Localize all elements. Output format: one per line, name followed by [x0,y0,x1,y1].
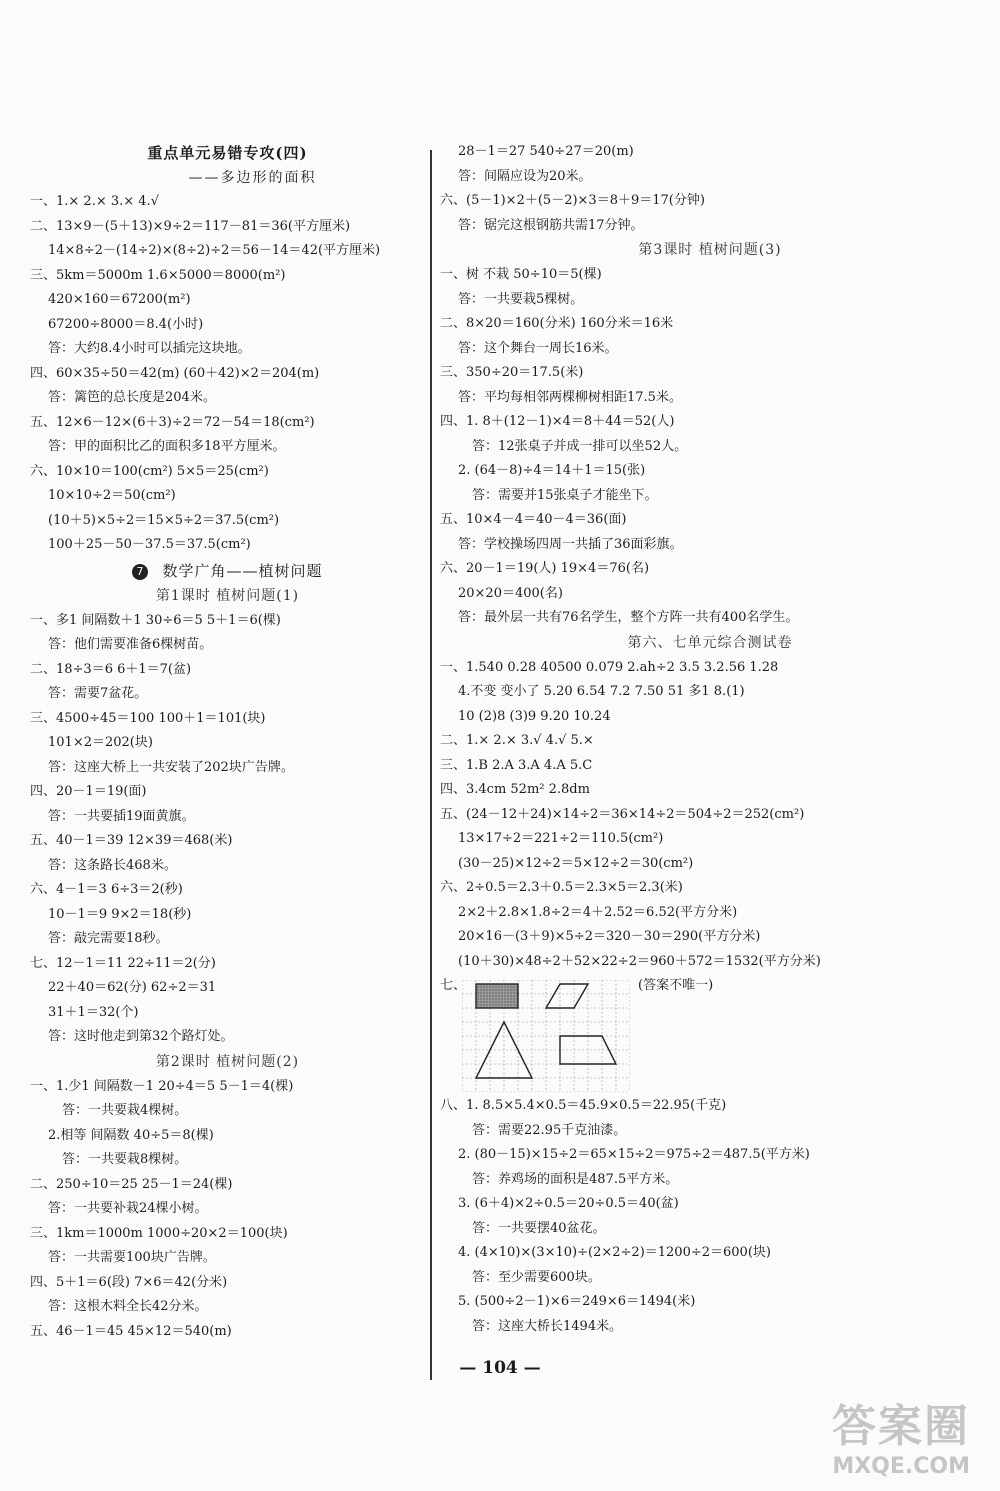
answer-line: 答：敲完需要18秒。 [48,931,169,946]
answer-line: 一、1.少1 间隔数－1 20÷4＝5 5－1＝4(棵) [30,1078,294,1094]
unit-heading [30,558,425,584]
answer-line: 3. (6＋4)×2÷0.5＝20÷0.5＝40(盆) [458,1196,679,1211]
answer-line: 100＋25－50－37.5＝37.5(cm²) [48,537,251,552]
answer-line: 答：一共要补栽24棵小树。 [48,1201,208,1216]
answer-line: 答：至少需要600块。 [472,1269,601,1285]
section-subtitle: ——多边形的面积 [188,170,317,186]
answer-line: 答：这个舞台一周长16米。 [458,340,618,356]
answer-line: 14×8÷2－(14÷2)×(8÷2)÷2＝56－14＝42(平方厘米) [48,243,381,258]
page-number: — 104 — [459,1358,541,1378]
answer-line: 420×160＝67200(m²) [48,292,191,307]
answer-line: 五、12×6－12×(6＋3)÷2＝72－54＝18(cm²) [30,414,315,430]
answer-line: 2. (64－8)÷4＝14＋1＝15(张) [458,463,646,478]
lesson-heading: 第3课时 植树问题(3) [638,242,782,258]
answer-line: 答：需要7盆花。 [48,686,148,701]
answer-line: 二、8×20＝160(分米) 160分米＝16米 [440,316,674,331]
right-column [440,140,980,1339]
test-title: 第六、七单元综合测试卷 [627,634,793,651]
answer-line: 20×20＝400(名) [458,585,563,601]
answer-line: 答：这根木料全长42分米。 [48,1299,208,1314]
watermark-url: MXQE.COM [832,1454,970,1479]
answer-line: 一、1.540 0.28 40500 0.079 2.ah÷2 3.5 3.2.56 1.28 [440,659,779,675]
answer-line: 答：一共要摆40盆花。 [472,1220,606,1236]
answer-line: 10－1＝9 9×2＝18(秒) [48,906,192,922]
answer-line: 答：这座大桥长1494米。 [472,1318,623,1334]
answer-line: 答：甲的面积比乙的面积多18平方厘米。 [48,439,286,454]
answer-line: 101×2＝202(块) [48,735,153,750]
answer-note: (答案不唯一) [638,978,714,993]
answer-line: 2. (80－15)×15÷2＝65×15÷2＝975÷2＝487.5(平方米) [458,1147,810,1162]
grid-drawing [462,980,630,1092]
answer-line: 四、5＋1＝6(段) 7×6＝42(分米) [30,1274,228,1290]
answer-line: 4. (4×10)×(3×10)÷(2×2÷2)＝1200÷2＝600(块) [458,1245,771,1260]
watermark-logo [770,1400,970,1485]
answer-line: 三、1km＝1000m 1000÷20×2＝100(块) [30,1225,288,1241]
answer-line: 答：一共要栽4棵树。 [62,1103,188,1118]
answer-line: 二、13×9－(5＋13)×9÷2＝117－81＝36(平方厘米) [30,218,351,234]
answer-line: 六、2÷0.5＝2.3＋0.5＝2.3×5＝2.3(米) [440,880,683,895]
column-divider [430,150,432,1380]
answer-line: 答：平均每相邻两棵柳树相距17.5米。 [458,389,682,405]
answer-block [440,1094,980,1339]
answer-line: 六、10×10＝100(cm²) 5×5＝25(cm²) [30,463,269,479]
answer-line: 答：需要并15张桌子才能坐下。 [472,487,658,503]
answer-line: 三、5km＝5000m 1.6×5000＝8000(m²) [30,267,286,283]
answer-line: 答：最外层一共有76名学生，整个方阵一共有400名学生。 [458,610,799,625]
answer-line: 答：大约8.4小时可以插完这块地。 [48,341,251,356]
answer-block [30,190,425,558]
answer-line: 五、10×4－4＝40－4＝36(面) [440,512,627,527]
answer-line: 二、1.× 2.× 3.√ 4.√ 5.× [440,733,594,748]
answer-line: 10×10÷2＝50(cm²) [48,488,176,503]
watermark-text: 答案圈 [832,1401,970,1452]
answer-line: 四、1. 8＋(12－1)×4＝8＋44＝52(人) [440,414,675,429]
unit-number-icon: 7 [132,564,148,580]
answer-line: 三、1.B 2.A 3.A 4.A 5.C [440,757,593,773]
answer-line: 四、20－1＝19(面) [30,784,147,799]
answer-block [30,609,425,1050]
answer-line: 答：需要22.95千克油漆。 [472,1122,627,1138]
answer-line: 三、350÷20＝17.5(米) [440,365,584,380]
lesson-heading: 第2课时 植树问题(2) [155,1053,300,1070]
answer-line: 一、树 不栽 50÷10＝5(棵) [440,267,602,282]
answer-line: 五、40－1＝39 12×39＝468(米) [30,833,233,848]
answer-line: (10＋5)×5÷2＝15×5÷2＝37.5(cm²) [48,512,280,528]
answer-line: 二、250÷10＝25 25－1＝24(棵) [30,1176,233,1192]
answer-line: 31＋1＝32(个) [48,1004,139,1020]
answer-line: 三、4500÷45＝100 100＋1＝101(块) [30,710,266,726]
answer-line: 五、(24－12＋24)×14÷2＝36×14÷2＝504÷2＝252(cm²) [440,806,805,822]
answer-line: 22＋40＝62(分) 62÷2＝31 [48,980,217,995]
parallelogram-shape [546,984,588,1008]
answer-line: 四、3.4cm 52m² 2.8dm [440,782,590,797]
answer-block [30,1075,425,1345]
answer-line: 六、4－1＝3 6÷3＝2(秒) [30,882,183,897]
answer-line: 答：一共要栽8棵树。 [62,1152,188,1167]
answer-line: 10 (2)8 (3)9 9.20 10.24 [458,708,611,724]
lesson-heading: 第1课时 植树问题(1) [155,587,300,604]
answer-line: 一、1.× 2.× 3.× 4.√ [30,194,159,209]
answer-line: 答：一共需要100块广告牌。 [48,1250,216,1265]
answer-line: 六、(5－1)×2＋(5－2)×3＝8＋9＝17(分钟) [440,193,705,208]
answer-line: 答：他们需要准备6棵树苗。 [48,637,213,652]
answer-block [440,656,980,975]
answer-line: 二、18÷3＝6 6＋1＝7(盆) [30,661,192,677]
answer-line: 5. (500÷2－1)×6＝249×6＝1494(米) [458,1294,696,1309]
answer-line: 答：这座大桥上一共安装了202块广告牌。 [48,759,294,775]
answer-line: 答：一共要栽5棵树。 [458,291,584,307]
answer-line: 20×16－(3＋9)×5÷2＝320－30＝290(平方分米) [458,929,761,944]
answer-line: 七、12－1＝11 22÷11＝2(分) [30,955,216,971]
answer-line: 13×17÷2＝221÷2＝110.5(cm²) [458,831,664,846]
answer-line: 六、20－1＝19(人) 19×4＝76(名) [440,561,650,576]
answer-line: 答：间隔应设为20米。 [458,168,592,184]
answer-line: 28－1＝27 540÷27＝20(m) [458,144,634,159]
answer-line: 4.不变 变小了 5.20 6.54 7.2 7.50 51 多1 8.(1) [458,684,745,699]
answer-line: 四、60×35÷50＝42(m) (60＋42)×2＝204(m) [30,365,320,381]
answer-line: (30－25)×12÷2＝5×12÷2＝30(cm²) [458,855,694,871]
question-label: 七、 [440,978,467,993]
answer-line: 答：学校操场四周一共插了36面彩旗。 [458,536,683,552]
unit-title: 数学广角——植树问题 [162,561,323,580]
answer-line: 五、46－1＝45 45×12＝540(m) [30,1323,232,1339]
answer-line: 答：这条路长468米。 [48,857,177,873]
answer-line: 答：这时他走到第32个路灯处。 [48,1029,234,1044]
answer-block [440,140,980,238]
drawing-question [440,974,980,1094]
answer-line: 答：12张桌子并成一排可以坐52人。 [472,438,688,454]
answer-line: 2×2＋2.8×1.8÷2＝4＋2.52＝6.52(平方分米) [458,904,738,920]
answer-line: 答：锯完这根钢筋共需17分钟。 [458,217,644,233]
answer-line: (10＋30)×48÷2＋52×22÷2＝960＋572＝1532(平方分米) [458,953,821,969]
answer-block [440,263,980,631]
answer-line: 2.相等 间隔数 40÷5＝8(棵) [48,1127,214,1143]
answer-line: 八、1. 8.5×5.4×0.5＝45.9×0.5＝22.95(千克) [440,1098,727,1113]
answer-line: 一、多1 间隔数＋1 30÷6＝5 5＋1＝6(棵) [30,612,281,628]
section-title: 重点单元易错专攻(四) [147,144,308,162]
shaded-rectangle [476,984,518,1008]
left-column [30,140,425,1344]
answer-line: 答：养鸡场的面积是487.5平方米。 [472,1171,679,1187]
answer-line: 答：一共要插19面黄旗。 [48,808,195,824]
answer-line: 答：篱笆的总长度是204米。 [48,390,216,405]
answer-line: 67200÷8000＝8.4(小时) [48,316,204,332]
